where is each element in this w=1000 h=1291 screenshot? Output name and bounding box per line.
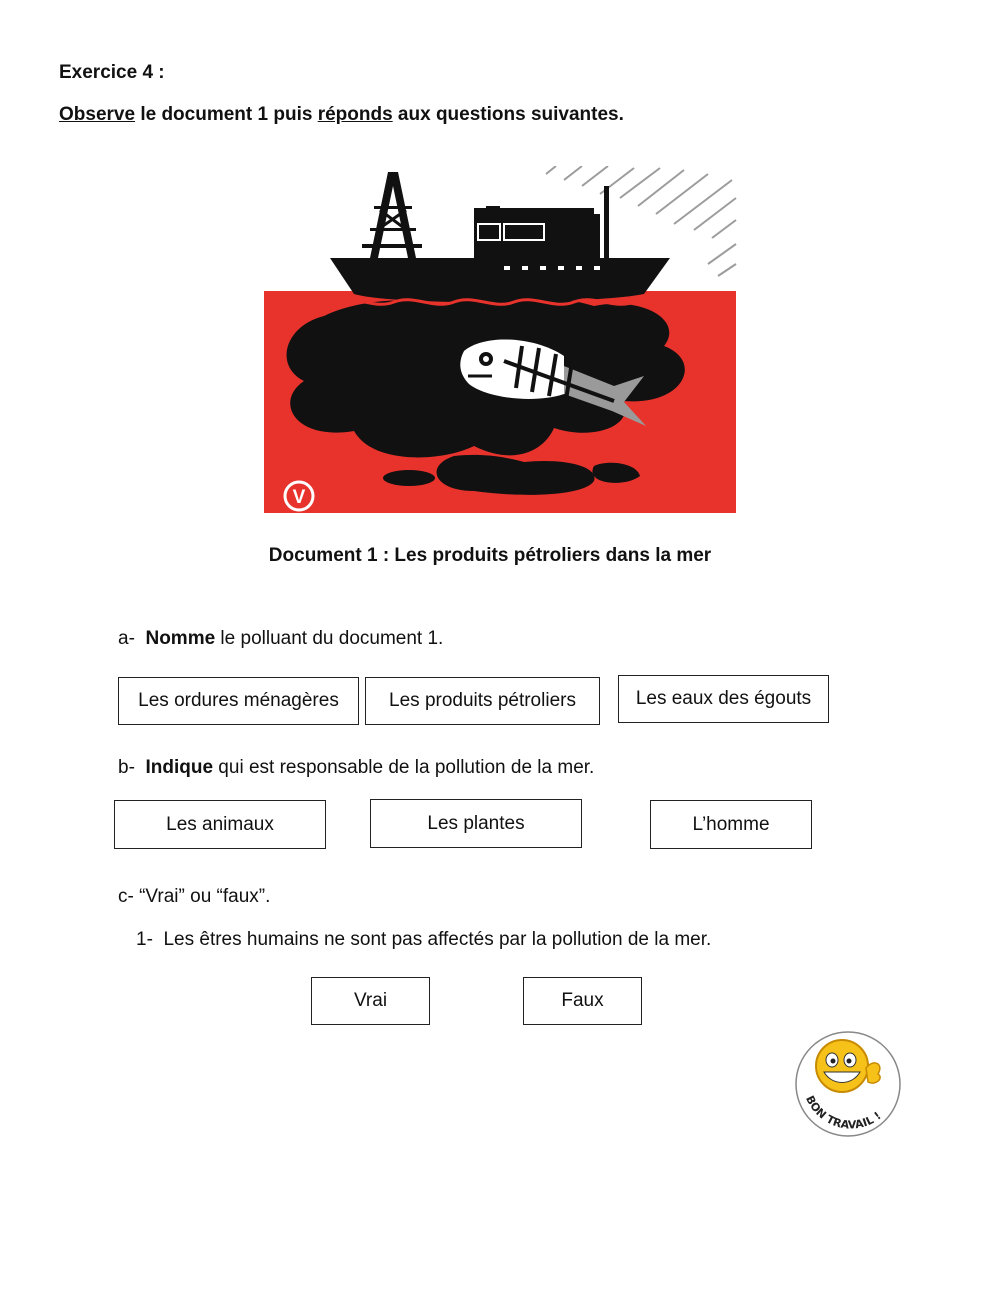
oil-pollution-illustration [264, 166, 738, 516]
smiley-face-icon [816, 1040, 868, 1092]
bon-travail-sticker [792, 1028, 908, 1140]
answer-option-produits-petroliers[interactable]: Les produits pétroliers [365, 677, 600, 725]
instruction-text-end: aux questions suivantes. [392, 104, 624, 125]
exercise-title: Exercice 4 : [59, 62, 165, 83]
instruction-verb-reponds: réponds [317, 104, 393, 125]
answer-option-faux[interactable]: Faux [523, 977, 642, 1025]
question-b-prefix: b- [118, 757, 135, 778]
question-c [118, 886, 270, 908]
document-caption: Document 1 : Les produits pétroliers dans la mer [268, 545, 712, 566]
statement-text: Les êtres humains ne sont pas affectés par la pollution de la mer. [163, 929, 712, 950]
question-a-text: le polluant du document 1. [215, 628, 444, 649]
answer-option-vrai[interactable]: Vrai [311, 977, 430, 1025]
statement-number: 1- [136, 929, 153, 950]
instruction [59, 104, 624, 126]
question-b [118, 757, 594, 779]
answer-option-animaux[interactable]: Les animaux [114, 800, 326, 849]
instruction-text: le document 1 puis [135, 104, 318, 125]
statement-1 [136, 929, 711, 951]
sticker-text: BON TRAVAIL ! [803, 1093, 884, 1132]
question-c-prefix: c- [118, 886, 134, 907]
question-a-verb: Nomme [145, 628, 216, 649]
answer-option-plantes[interactable]: Les plantes [370, 799, 582, 848]
instruction-verb-observe: Observe [59, 104, 136, 125]
question-b-text: qui est responsable de la pollution de la mer. [213, 757, 595, 778]
answer-option-homme[interactable]: L’homme [650, 800, 812, 849]
v-logo-letter: V [292, 487, 306, 508]
thumbs-up-icon [866, 1063, 880, 1083]
question-a-prefix: a- [118, 628, 135, 649]
answer-option-eaux-egouts[interactable]: Les eaux des égouts [618, 675, 829, 723]
question-b-verb: Indique [145, 757, 214, 778]
question-c-text: “Vrai” ou “faux”. [139, 886, 271, 907]
answer-option-ordures[interactable]: Les ordures ménagères [118, 677, 359, 725]
question-a [118, 628, 443, 650]
